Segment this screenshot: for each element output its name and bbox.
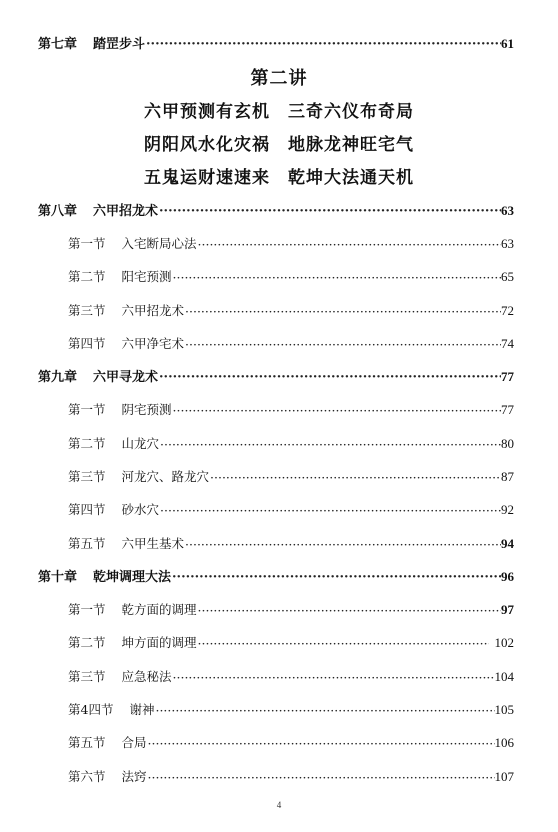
toc-section[interactable]	[68, 631, 514, 651]
section-label: 第4四节	[68, 702, 114, 717]
chapter-label: 第十章	[38, 570, 78, 585]
dot-leader	[154, 703, 494, 718]
dot-leader	[172, 670, 495, 685]
section-label: 第二节	[68, 436, 106, 451]
section-label: 第二节	[68, 635, 106, 650]
toc-section[interactable]	[68, 698, 514, 718]
dot-leader	[197, 603, 501, 618]
toc-section[interactable]	[68, 598, 514, 618]
section-label: 第五节	[68, 735, 106, 750]
section-page-number: 77	[501, 402, 514, 417]
toc-section[interactable]	[68, 232, 514, 252]
dot-leader	[197, 237, 501, 252]
chapter-label: 第九章	[38, 370, 78, 385]
dot-leader	[184, 337, 501, 352]
section-page-number: 105	[494, 702, 514, 717]
section-label: 第二节	[68, 269, 106, 284]
dot-leader	[158, 370, 501, 385]
dot-leader	[159, 437, 501, 452]
dot-leader	[197, 636, 489, 651]
verse-left: 六甲预测有玄机	[144, 102, 270, 122]
dot-leader	[158, 204, 501, 219]
toc-section[interactable]	[68, 332, 514, 352]
section-page-number: 94	[501, 536, 514, 551]
toc-section[interactable]	[68, 398, 514, 418]
dot-leader	[209, 470, 501, 485]
section-title: 阴宅预测	[121, 402, 172, 417]
toc-section[interactable]	[68, 532, 514, 552]
section-title: 坤方面的调理	[121, 635, 197, 650]
dot-leader	[184, 304, 501, 319]
verse-right: 地脉龙神旺宅气	[288, 135, 414, 155]
section-title: 六甲净宅术	[121, 336, 185, 351]
section-label: 第三节	[68, 669, 106, 684]
section-title: 砂水穴	[121, 502, 160, 517]
lecture-verse-line-2	[0, 130, 558, 155]
dot-leader	[184, 537, 501, 552]
section-title: 合局	[121, 735, 147, 750]
section-page-number: 80	[501, 436, 514, 451]
dot-leader	[159, 503, 501, 518]
chapter-title: 踏罡步斗	[93, 37, 146, 52]
dot-leader	[172, 403, 501, 418]
section-label: 第四节	[68, 336, 106, 351]
chapter-label: 第七章	[38, 37, 78, 52]
section-title: 六甲招龙术	[121, 303, 185, 318]
section-page-number: 65	[501, 269, 514, 284]
section-label: 第一节	[68, 602, 106, 617]
toc-chapter-8[interactable]	[38, 199, 514, 219]
section-page-number: 87	[501, 469, 514, 484]
toc-chapter-10[interactable]	[38, 565, 514, 585]
toc-section[interactable]	[68, 665, 514, 685]
section-label: 第一节	[68, 402, 106, 417]
toc-section[interactable]	[68, 731, 514, 751]
section-title: 山龙穴	[121, 436, 160, 451]
section-title: 乾方面的调理	[121, 602, 197, 617]
toc-section[interactable]	[68, 465, 514, 485]
dot-leader	[145, 37, 501, 52]
section-title: 入宅断局心法	[121, 236, 197, 251]
dot-leader	[171, 570, 501, 585]
chapter-page-number: 96	[501, 569, 514, 584]
section-page-number: 104	[494, 669, 514, 684]
section-page-number: 92	[501, 502, 514, 517]
chapter-title: 六甲招龙术	[93, 204, 159, 219]
section-title: 应急秘法	[121, 669, 172, 684]
section-label: 第一节	[68, 236, 106, 251]
toc-section[interactable]	[68, 299, 514, 319]
lecture-title: 第二讲	[250, 68, 308, 89]
chapter-title: 六甲寻龙术	[93, 370, 159, 385]
section-label: 第四节	[68, 502, 106, 517]
toc-section[interactable]	[68, 265, 514, 285]
section-title: 阳宅预测	[121, 269, 172, 284]
section-page-number: 107	[494, 769, 514, 784]
toc-section[interactable]	[68, 765, 514, 785]
section-page-number: 63	[501, 236, 514, 251]
section-label: 第五节	[68, 536, 106, 551]
section-page-number: 72	[501, 303, 514, 318]
dot-leader	[147, 736, 495, 751]
section-title: 六甲生基术	[121, 536, 185, 551]
page-number-footer: 4	[276, 800, 282, 810]
chapter-label: 第八章	[38, 204, 78, 219]
section-page-number: 102	[494, 635, 514, 650]
toc-section[interactable]	[68, 432, 514, 452]
section-title: 谢神	[129, 702, 155, 717]
section-page-number: 97	[501, 602, 514, 617]
chapter-page-number: 61	[501, 36, 514, 51]
verse-right: 三奇六仪布奇局	[288, 102, 414, 122]
section-label: 第六节	[68, 769, 106, 784]
verse-left: 阴阳风水化灾祸	[144, 135, 270, 155]
section-page-number: 74	[501, 336, 514, 351]
dot-leader	[172, 270, 501, 285]
toc-chapter-9[interactable]	[38, 365, 514, 385]
section-label: 第三节	[68, 469, 106, 484]
lecture-verse-line-3	[0, 163, 558, 188]
verse-left: 五鬼运财速速来	[144, 168, 270, 188]
section-title: 法窍	[121, 769, 147, 784]
section-label: 第三节	[68, 303, 106, 318]
section-title: 河龙穴、路龙穴	[121, 469, 210, 484]
lecture-verse-line-1	[0, 97, 558, 122]
chapter-page-number: 77	[501, 369, 514, 384]
chapter-page-number: 63	[501, 203, 514, 218]
verse-right: 乾坤大法通天机	[288, 168, 414, 188]
section-page-number: 106	[494, 735, 514, 750]
chapter-title: 乾坤调理大法	[93, 570, 172, 585]
toc-section[interactable]	[68, 498, 514, 518]
toc-chapter-7[interactable]	[38, 32, 514, 52]
dot-leader	[147, 770, 495, 785]
